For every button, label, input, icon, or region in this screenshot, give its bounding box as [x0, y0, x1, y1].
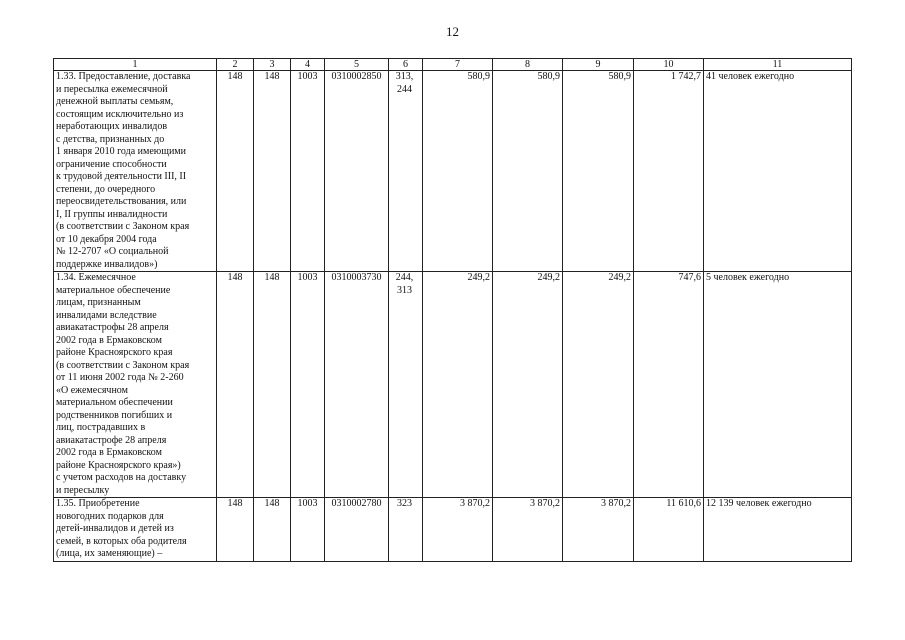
cell-col3: 148 [254, 71, 291, 272]
cell-col10: 747,6 [634, 272, 704, 498]
header-cell: 6 [389, 59, 423, 71]
header-row [54, 59, 852, 71]
cell-col4: 1003 [291, 272, 325, 498]
cell-col7: 3 870,2 [423, 498, 493, 562]
row-description: 1.33. Предоставление, доставка и пересылка ежемесячной денежной выплаты семьям, состоящим исключительно из неработающих инвалидов с детства, признанных до 1 января 2010 года имеющими ограничение способности к трудовой деятельности III, II степени, до очередного переосвидетельствования, или I, II группы инвалидности (в соответствии с Законом края от 10 декабря 2004 года № 12-2707 «О социальной поддержке инвалидов») [54, 71, 217, 272]
cell-col8: 249,2 [493, 272, 563, 498]
cell-col9: 580,9 [563, 71, 634, 272]
cell-col5: 0310003730 [325, 272, 389, 498]
row-description: 1.35. Приобретение новогодних подарков для детей-инвалидов и детей из семей, в которых оба родителя (лица, их заменяющие) – [54, 498, 217, 562]
budget-table [53, 58, 852, 562]
cell-col4: 1003 [291, 498, 325, 562]
cell-col2: 148 [217, 71, 254, 272]
cell-col9: 249,2 [563, 272, 634, 498]
cell-col8: 580,9 [493, 71, 563, 272]
cell-col7: 580,9 [423, 71, 493, 272]
cell-col7: 249,2 [423, 272, 493, 498]
header-cell: 10 [634, 59, 704, 71]
cell-col6: 244, 313 [389, 272, 423, 498]
header-cell: 2 [217, 59, 254, 71]
cell-col4: 1003 [291, 71, 325, 272]
cell-col11: 41 человек ежегодно [704, 71, 852, 272]
header-cell: 7 [423, 59, 493, 71]
cell-col9: 3 870,2 [563, 498, 634, 562]
header-cell: 1 [54, 59, 217, 71]
page-number: 12 [446, 24, 459, 39]
table-row [54, 71, 852, 272]
header-cell: 5 [325, 59, 389, 71]
table-row [54, 272, 852, 498]
cell-col8: 3 870,2 [493, 498, 563, 562]
row-description: 1.34. Ежемесячное материальное обеспечение лицам, признанным инвалидами вследствие авиакатастрофы 28 апреля 2002 года в Ермаковском районе Красноярского края (в соответствии с Законом края от 11 июня 2002 года № 2-260 «О ежемесячном материальном обеспечении родственников погибших и лиц, пострадавших в авиакатастрофе 28 апреля 2002 года в Ермаковском районе Красноярского края») с учетом расходов на доставку и пересылку [54, 272, 217, 498]
cell-col6: 323 [389, 498, 423, 562]
cell-col5: 0310002850 [325, 71, 389, 272]
cell-col11: 5 человек ежегодно [704, 272, 852, 498]
cell-col3: 148 [254, 272, 291, 498]
header-cell: 11 [704, 59, 852, 71]
cell-col2: 148 [217, 498, 254, 562]
cell-col10: 11 610,6 [634, 498, 704, 562]
cell-col2: 148 [217, 272, 254, 498]
cell-col6: 313, 244 [389, 71, 423, 272]
header-cell: 4 [291, 59, 325, 71]
cell-col5: 0310002780 [325, 498, 389, 562]
header-cell: 8 [493, 59, 563, 71]
cell-col11: 12 139 человек ежегодно [704, 498, 852, 562]
table-row [54, 498, 852, 562]
cell-col3: 148 [254, 498, 291, 562]
header-cell: 3 [254, 59, 291, 71]
header-cell: 9 [563, 59, 634, 71]
cell-col10: 1 742,7 [634, 71, 704, 272]
